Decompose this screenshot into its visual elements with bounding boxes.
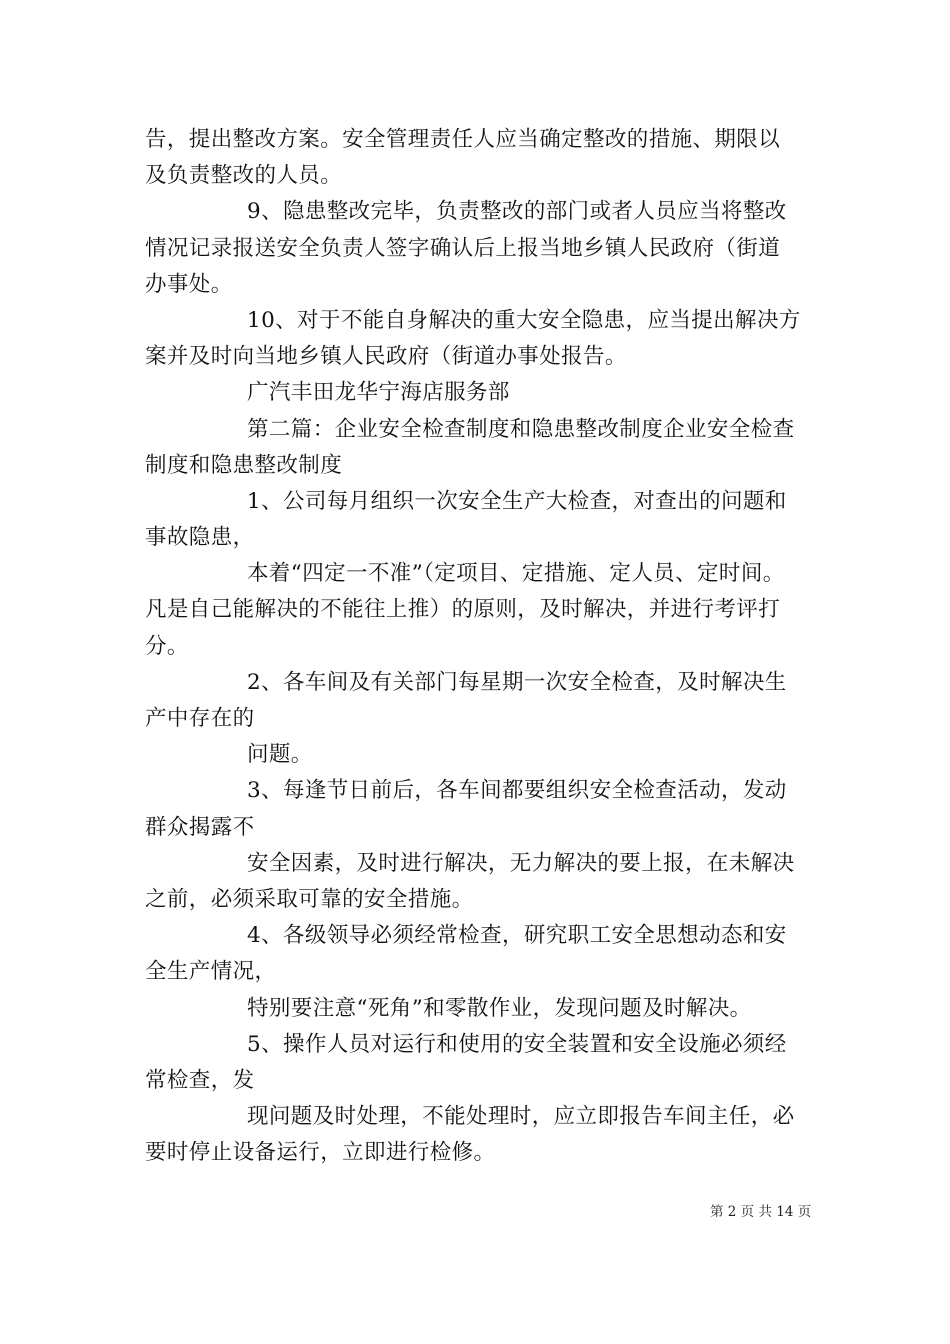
body-line: 告，提出整改方案。安全管理责任人应当确定整改的措施、期限以	[145, 127, 781, 152]
page-number: 第 2 页 共 14 页	[710, 1204, 812, 1220]
body-line: 全生产情况，	[145, 959, 277, 985]
body-line: 产中存在的	[145, 706, 255, 731]
body-line: 要时停止设备运行，立即进行检修。	[145, 1140, 496, 1166]
body-line: 及负责整改的人员。	[145, 163, 343, 189]
body-line: 案并及时向当地乡镇人民政府（街道办事处报告。	[145, 344, 627, 370]
body-line: 事故隐患，	[145, 525, 255, 551]
body-line: 4、各级领导必须经常检查，研究职工安全思想动态和安	[247, 923, 787, 949]
body-line: 现问题及时处理，不能处理时，应立即报告车间主任，必	[247, 1104, 795, 1130]
body-line: 5、操作人员对运行和使用的安全装置和安全设施必须经	[247, 1031, 787, 1057]
section-heading: 第二篇：企业安全检查制度和隐患整改制度企业安全检查	[247, 416, 795, 442]
body-line: 分。	[145, 633, 189, 659]
body-line: 10、对于不能自身解决的重大安全隐患，应当提出解决方	[247, 307, 801, 333]
signature-line: 广汽丰田龙华宁海店服务部	[247, 380, 510, 406]
body-line: 2、各车间及有关部门每星期一次安全检查，及时解决生	[247, 669, 787, 695]
body-line: 凡是自己能解决的不能往上推）的原则，及时解决，并进行考评打	[145, 597, 781, 623]
body-line: 1、公司每月组织一次安全生产大检查，对查出的问题和	[247, 488, 787, 514]
body-line: 之前，必须采取可靠的安全措施。	[145, 886, 474, 912]
section-heading-cont: 制度和隐患整改制度	[145, 452, 343, 478]
body-line: 情况记录报送安全负责人签字确认后上报当地乡镇人民政府（街道	[145, 235, 781, 261]
body-line: 本着“四定一不准”（定项目、定措施、定人员、定时间。	[247, 561, 785, 587]
document-body	[145, 122, 810, 1171]
body-line: 3、每逢节日前后，各车间都要组织安全检查活动，发动	[247, 778, 787, 804]
body-line: 群众揭露不	[145, 814, 255, 840]
body-line: 常检查，发	[145, 1067, 255, 1093]
body-line: 办事处。	[145, 271, 233, 297]
body-line: 9、隐患整改完毕，负责整改的部门或者人员应当将整改	[247, 199, 787, 225]
body-line: 特别要注意“死角”和零散作业，发现问题及时解决。	[247, 995, 752, 1021]
body-line: 安全因素，及时进行解决，无力解决的要上报，在未解决	[247, 850, 795, 876]
body-line: 问题。	[247, 742, 313, 768]
